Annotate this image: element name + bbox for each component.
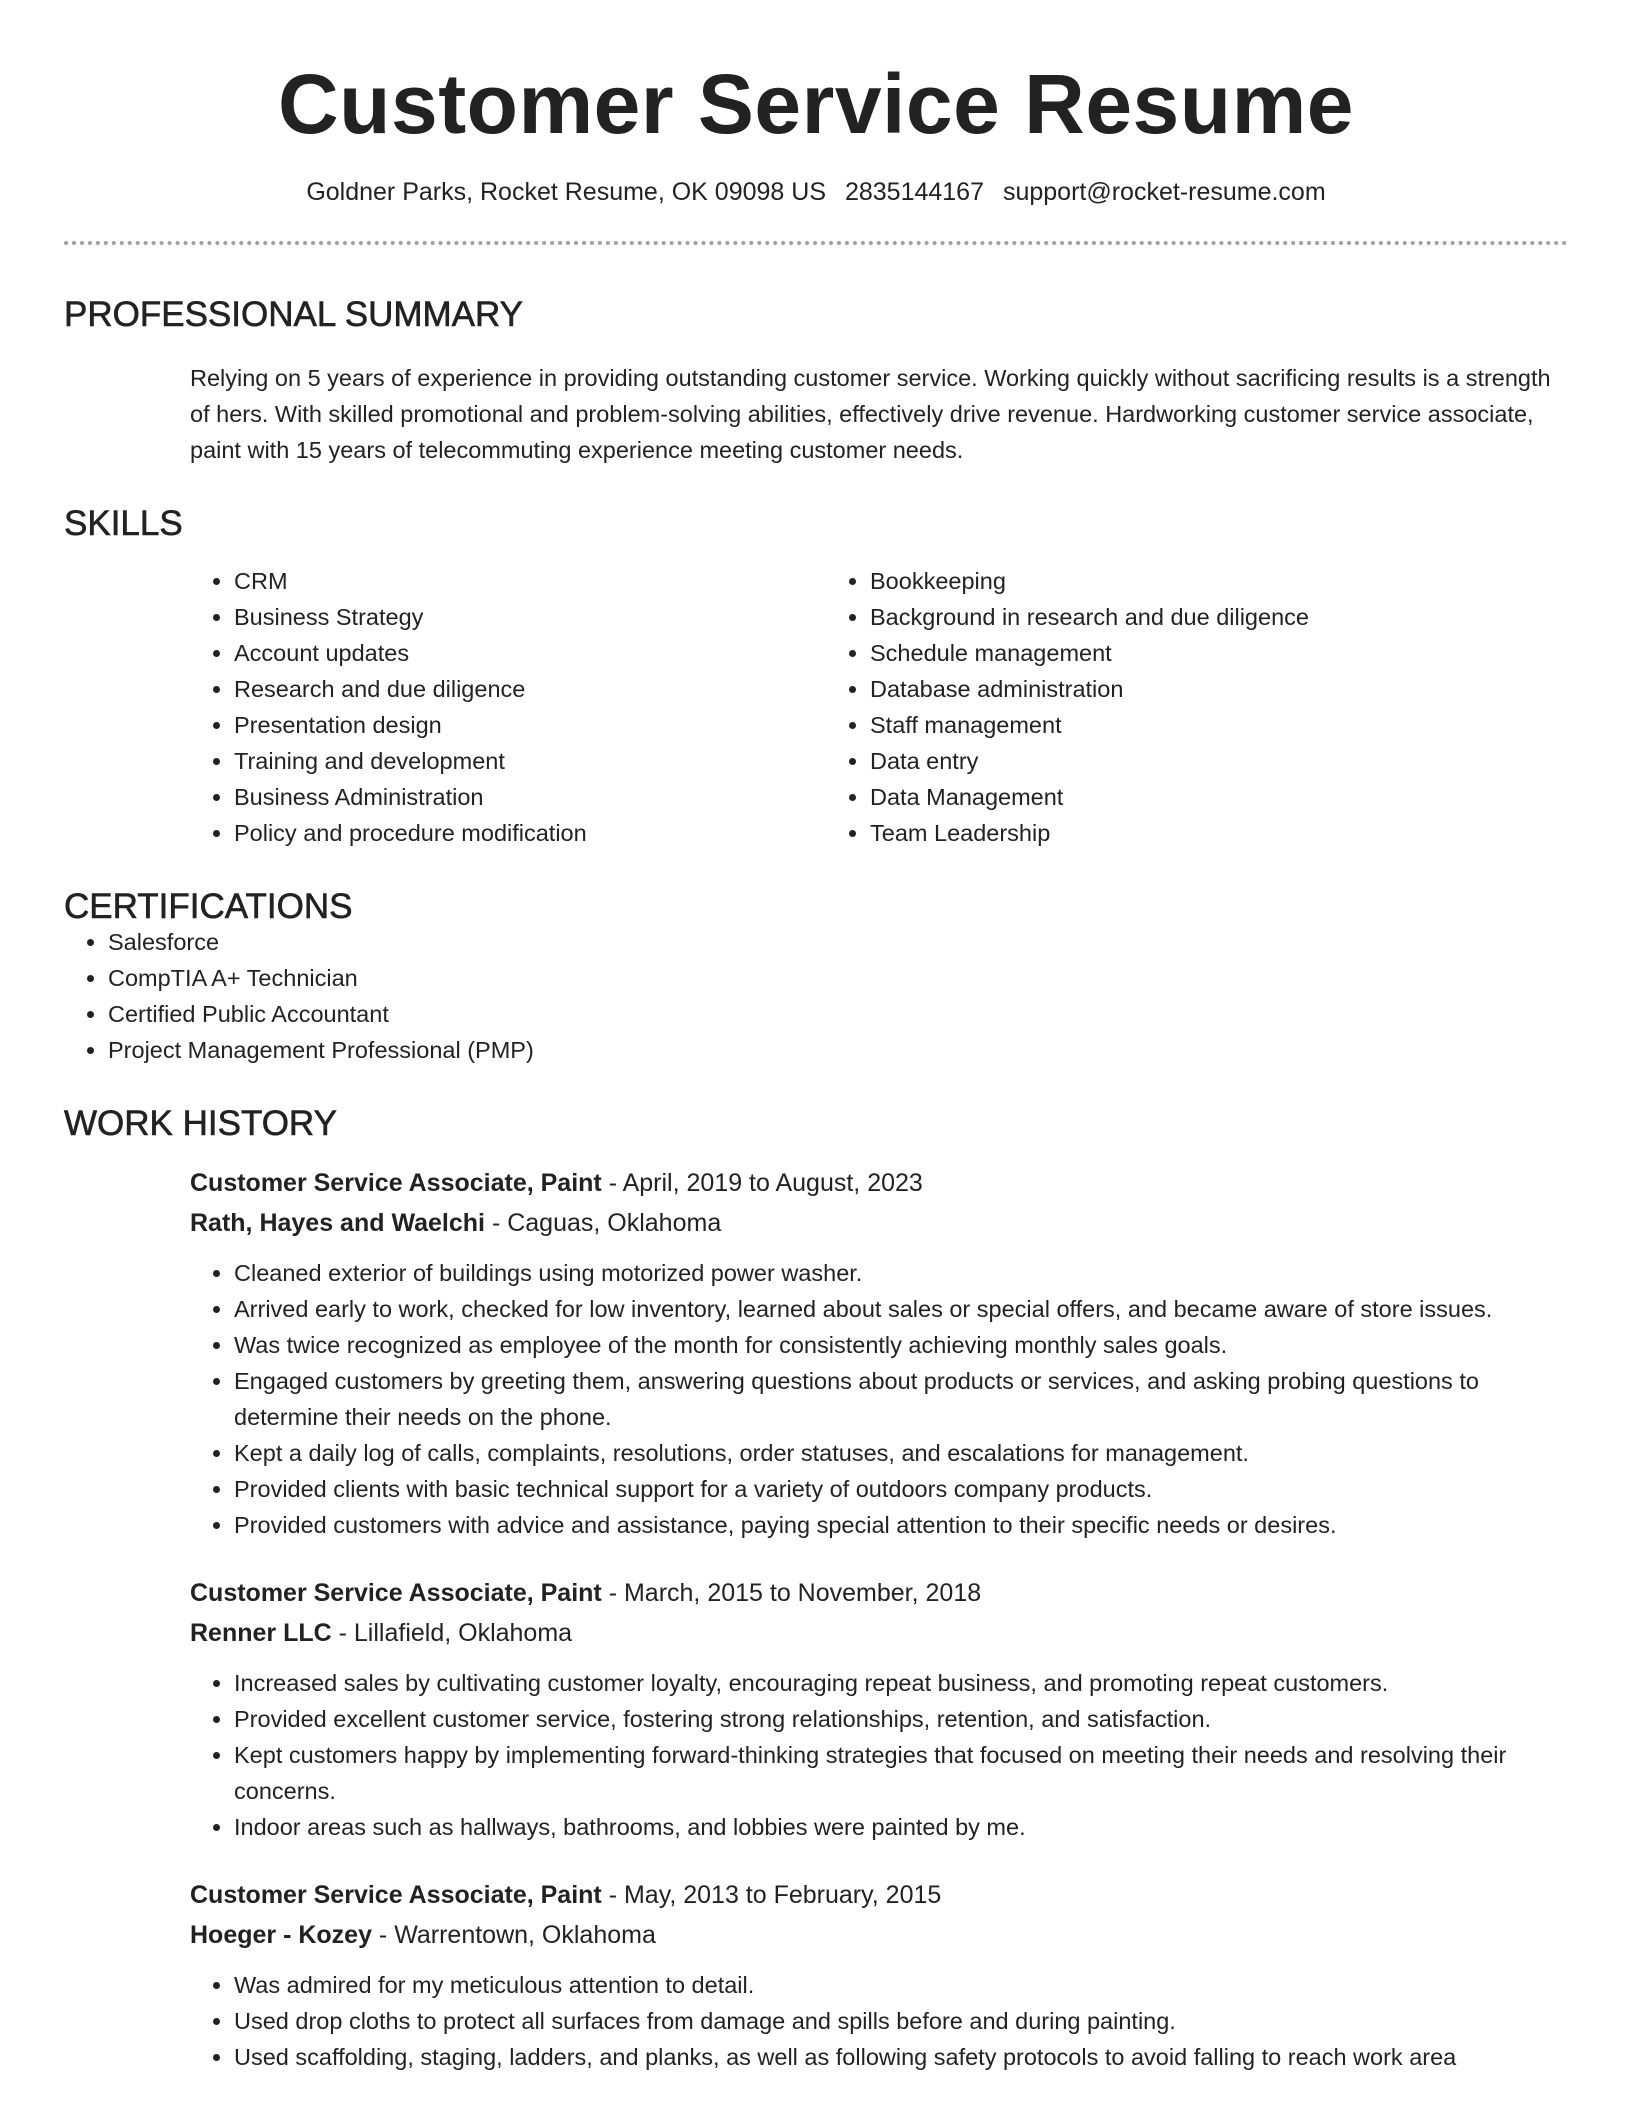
job-bullet: • Was twice recognized as employee of the month for consistently achieving monthly sales goals. bbox=[234, 1327, 1568, 1363]
certification-item: • Salesforce bbox=[108, 924, 1568, 960]
job-bullet: • Cleaned exterior of buildings using motorized power washer. bbox=[234, 1255, 1568, 1291]
certifications-section bbox=[64, 889, 1568, 1068]
company-location: - Lillafield, Oklahoma bbox=[331, 1619, 573, 1647]
job-entry bbox=[190, 1875, 1568, 2075]
skill-item: • Business Strategy bbox=[234, 599, 826, 635]
job-title-line bbox=[190, 1163, 1568, 1203]
skill-item: • Bookkeeping bbox=[870, 563, 1462, 599]
skills-list-right bbox=[826, 563, 1462, 851]
job-entry bbox=[190, 1163, 1568, 1543]
company-name: Renner LLC bbox=[190, 1619, 332, 1647]
skills-heading: SKILLS bbox=[64, 504, 183, 543]
skill-item: • Data entry bbox=[870, 743, 1462, 779]
skill-item: • Data Management bbox=[870, 779, 1462, 815]
skills-section bbox=[64, 506, 1568, 851]
certifications-list bbox=[64, 924, 1568, 1068]
skill-item: • Account updates bbox=[234, 635, 826, 671]
summary-heading: PROFESSIONAL SUMMARY bbox=[64, 295, 523, 334]
job-bullet: • Used drop cloths to protect all surfaces from damage and spills before and during painting. bbox=[234, 2003, 1568, 2039]
skill-item: • Schedule management bbox=[870, 635, 1462, 671]
skill-item: • Background in research and due diligence bbox=[870, 599, 1462, 635]
work-history-section bbox=[64, 1106, 1568, 2075]
job-title-line bbox=[190, 1573, 1568, 1613]
work-history-heading: WORK HISTORY bbox=[64, 1104, 337, 1143]
job-dates: - March, 2015 to November, 2018 bbox=[601, 1579, 982, 1607]
job-bullet: • Provided customers with advice and assistance, paying special attention to their specific needs or desires. bbox=[234, 1507, 1568, 1543]
job-title-line bbox=[190, 1875, 1568, 1915]
job-bullet: • Provided clients with basic technical support for a variety of outdoors company products. bbox=[234, 1471, 1568, 1507]
job-bullet: • Provided excellent customer service, fostering strong relationships, retention, and satisfaction. bbox=[234, 1701, 1568, 1737]
summary-text: Relying on 5 years of experience in providing outstanding customer service. Working quickly without sacrificing results is a strength of hers. With skilled promotional and problem-solving abilities, effectively drive revenue. Hardworking customer service associate, paint with 15 years of telecommuting experience meeting customer needs. bbox=[190, 365, 1551, 463]
skill-item: • Staff management bbox=[870, 707, 1462, 743]
certification-item: • Certified Public Accountant bbox=[108, 996, 1568, 1032]
skills-list-left bbox=[190, 563, 826, 851]
job-bullet: • Kept customers happy by implementing forward-thinking strategies that focused on meeting their needs and resolving their concerns. bbox=[234, 1737, 1568, 1809]
contact-phone: 2835144167 bbox=[844, 178, 984, 206]
contact-line bbox=[64, 178, 1568, 207]
certifications-heading: CERTIFICATIONS bbox=[64, 887, 353, 926]
job-dates: - April, 2019 to August, 2023 bbox=[601, 1169, 923, 1197]
skill-item: • Presentation design bbox=[234, 707, 826, 743]
job-bullet: • Arrived early to work, checked for low inventory, learned about sales or special offers, and became aware of store issues. bbox=[234, 1291, 1568, 1327]
job-bullets bbox=[190, 1665, 1568, 1845]
company-location: - Warrentown, Oklahoma bbox=[371, 1921, 656, 1949]
company-line bbox=[190, 1203, 1568, 1243]
skill-item: • Training and development bbox=[234, 743, 826, 779]
skill-item: • Research and due diligence bbox=[234, 671, 826, 707]
job-title: Customer Service Associate, Paint bbox=[190, 1881, 602, 1909]
skill-item: • CRM bbox=[234, 563, 826, 599]
contact-email: support@rocket-resume.com bbox=[1002, 178, 1326, 206]
company-name: Hoeger - Kozey bbox=[190, 1921, 372, 1949]
job-entry bbox=[190, 1573, 1568, 1845]
job-bullet: • Indoor areas such as hallways, bathrooms, and lobbies were painted by me. bbox=[234, 1809, 1568, 1845]
job-bullets bbox=[190, 1967, 1568, 2075]
job-bullet: • Was admired for my meticulous attention to detail. bbox=[234, 1967, 1568, 2003]
company-location: - Caguas, Oklahoma bbox=[485, 1209, 722, 1237]
skill-item: • Team Leadership bbox=[870, 815, 1462, 851]
job-bullet: • Used scaffolding, staging, ladders, and planks, as well as following safety protocols to avoid falling to reach work area bbox=[234, 2039, 1568, 2075]
job-bullet: • Kept a daily log of calls, complaints, resolutions, order statuses, and escalations for management. bbox=[234, 1435, 1568, 1471]
company-line bbox=[190, 1915, 1568, 1955]
job-dates: - May, 2013 to February, 2015 bbox=[601, 1881, 942, 1909]
resume-title: Customer Service Resume bbox=[278, 57, 1354, 151]
skill-item: • Database administration bbox=[870, 671, 1462, 707]
contact-address: Goldner Parks, Rocket Resume, OK 09098 US bbox=[306, 178, 826, 206]
skills-columns bbox=[190, 563, 1568, 851]
job-title: Customer Service Associate, Paint bbox=[190, 1579, 602, 1607]
header-divider bbox=[64, 241, 1568, 245]
certification-item: • Project Management Professional (PMP) bbox=[108, 1032, 1568, 1068]
skill-item: • Business Administration bbox=[234, 779, 826, 815]
job-bullet: • Engaged customers by greeting them, answering questions about products or services, and asking probing questions to determine their needs on the phone. bbox=[234, 1363, 1568, 1435]
company-name: Rath, Hayes and Waelchi bbox=[190, 1209, 485, 1237]
certification-item: • CompTIA A+ Technician bbox=[108, 960, 1568, 996]
job-bullet: • Increased sales by cultivating customer loyalty, encouraging repeat business, and promoting repeat customers. bbox=[234, 1665, 1568, 1701]
company-line bbox=[190, 1613, 1568, 1653]
job-title: Customer Service Associate, Paint bbox=[190, 1169, 602, 1197]
job-bullets bbox=[190, 1255, 1568, 1543]
skill-item: • Policy and procedure modification bbox=[234, 815, 826, 851]
summary-section bbox=[64, 297, 1568, 468]
